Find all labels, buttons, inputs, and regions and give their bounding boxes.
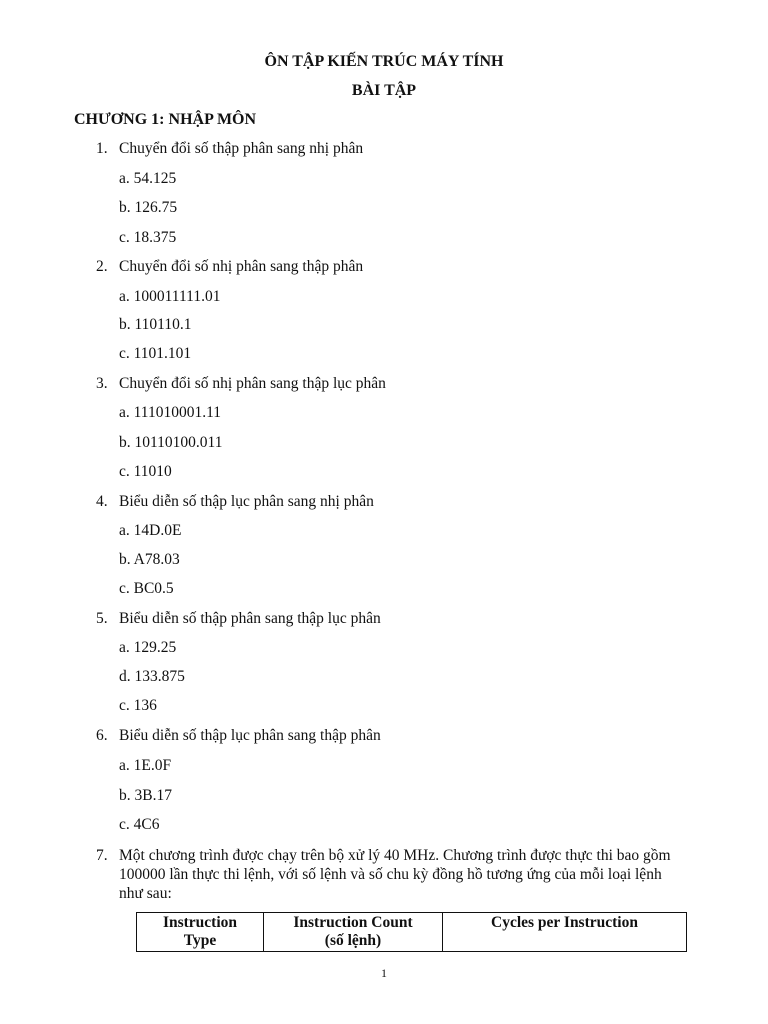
question-option: d. 133.875 [119,668,185,685]
question-option: c. 18.375 [119,229,177,246]
question-number: 7. [96,847,108,864]
question-option: a. 129.25 [119,639,177,656]
question-number: 1. [96,140,108,157]
question-option: c. 11010 [119,463,172,480]
header-line: Type [183,932,217,949]
question-option: a. 54.125 [119,170,177,187]
header-line: Instruction Count [293,914,413,931]
question-text: Biểu diễn số thập lục phân sang nhị phân [119,493,374,510]
question-option: c. BC0.5 [119,580,174,597]
question-option: a. 1E.0F [119,757,172,774]
question-option: b. 10110100.011 [119,434,223,451]
instruction-table [136,912,687,952]
question-number: 3. [96,375,108,392]
question-number: 6. [96,727,108,744]
question-text: Chuyển đổi số nhị phân sang thập phân [119,258,364,275]
question-number: 4. [96,493,108,510]
question-paragraph: Một chương trình được chạy trên bộ xử lý 40 MHz. Chương trình được thực thi bao gồm 100000 lần thực thi lệnh, với số lệnh và số chu kỳ đồng hồ tương ứng của mỗi loại lệnh như sau: [119,847,671,902]
question-option: b. A78.03 [119,551,180,568]
table-header-row [137,913,687,952]
question-option: c. 1101.101 [119,345,192,362]
question-option: b. 110110.1 [119,316,192,333]
question-text: Chuyển đổi số nhị phân sang thập lục phân [119,375,386,392]
question-option: a. 111010001.11 [119,404,222,421]
question-number: 5. [96,610,108,627]
chapter-heading: CHƯƠNG 1: NHẬP MÔN [74,111,257,128]
page-number: 1 [381,966,387,980]
header-line: Cycles per Instruction [491,914,638,931]
question-text: Biểu diễn số thập phân sang thập lục phân [119,610,381,627]
question-text: Biểu diễn số thập lục phân sang thập phân [119,727,381,744]
question-option: a. 14D.0E [119,522,182,539]
question-option: c. 4C6 [119,816,160,833]
question-option: b. 3B.17 [119,787,172,804]
question-option: b. 126.75 [119,199,178,216]
header-line: Instruction [162,914,238,931]
table-header-instruction-count [264,913,443,952]
question-option: c. 136 [119,697,157,714]
document-subtitle: BÀI TẬP [351,82,417,99]
table-header-instruction-type [137,913,264,952]
question-number: 2. [96,258,108,275]
document-title: ÔN TẬP KIẾN TRÚC MÁY TÍNH [264,53,504,70]
question-text: Chuyển đổi số thập phân sang nhị phân [119,140,364,157]
question-option: a. 100011111.01 [119,288,221,305]
header-line: (số lệnh) [324,932,382,949]
table-header-cycles [443,913,687,952]
